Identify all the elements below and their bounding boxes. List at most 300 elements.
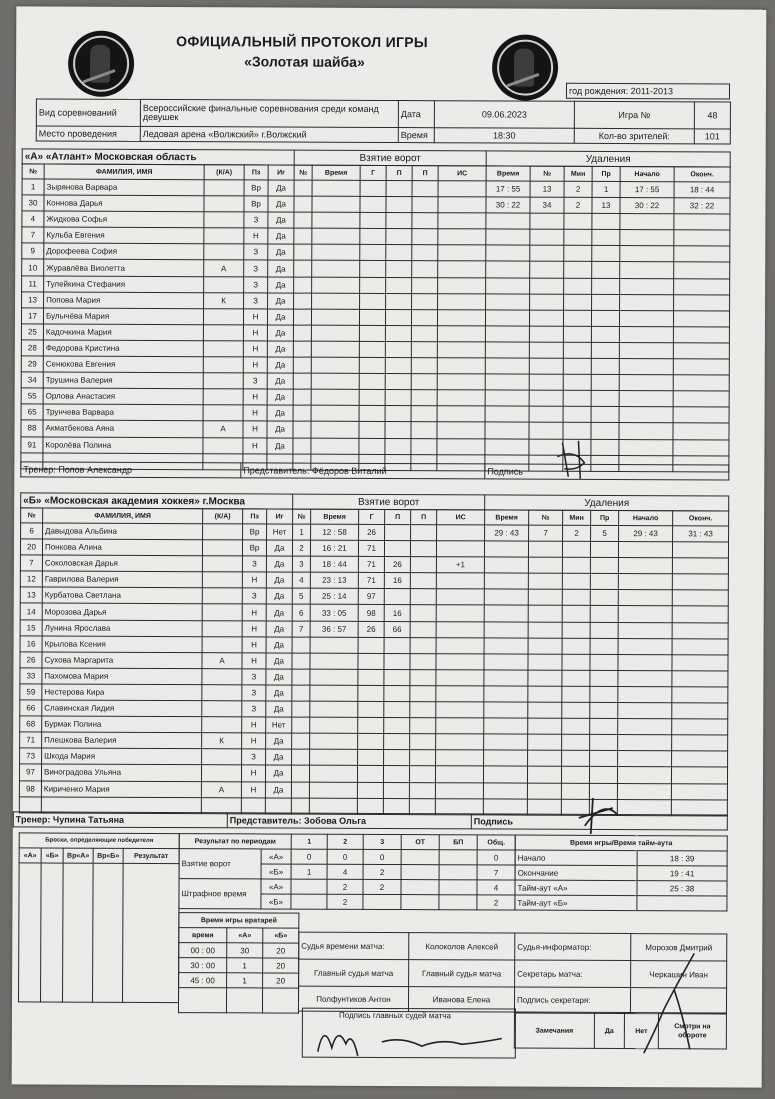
team-a-penalty-end [673,359,729,375]
team-a-col-header: (К/А) [204,165,244,180]
team-b-player-played: Да [265,781,291,797]
team-b-penalty-start [618,542,672,558]
team-a-player-name: Булычёва Мария [43,308,203,325]
team-a-penalty-reason [591,375,619,391]
timeout-a-label: Тайм-аут «А» [515,880,637,896]
team-a-player-position: Н [243,389,267,405]
team-b-penalty-minutes [562,751,590,767]
team-a-goal-time [312,261,360,277]
team-a-goal-assist-1 [385,406,411,422]
team-b-col-header: № [529,510,563,525]
team-b-goal-situation: +1 [436,557,484,573]
team-a-player-position: Н [243,309,267,325]
team-a-goal-assist-2 [412,261,438,277]
team-a-goal-scorer [360,229,386,245]
team-a-goal-assist-1 [386,197,412,213]
team-a-penalty-reason: 1 [592,181,620,197]
remarks-no: Нет [624,1014,658,1049]
team-a-player-played: Да [267,389,293,405]
team-b-player-name: Давыдова Альбина [43,523,203,540]
team-a-player-position: Н [243,405,267,421]
secretary-signature [634,949,704,1059]
team-a-goal-number [294,293,312,309]
team-a-goal-assist-2 [411,438,437,454]
team-b-penalty-minutes [562,590,590,606]
team-b-goal-time [310,685,358,701]
team-a-name: «А» «Атлант» Московская область [22,149,294,165]
team-a-goal-scorer [359,357,385,373]
team-b-goal-assist-1 [384,669,410,685]
team-b-goal-situation [436,573,484,589]
team-b-goal-assist-2 [410,718,436,734]
team-b-col-header: Время [485,510,529,525]
team-a-penalty-start [620,278,674,294]
team-b-coach: Чупина Татьяна [52,814,125,825]
team-a-goal-scorer [359,309,385,325]
team-a-penalty-reason [591,407,619,423]
team-a-penalty-start [619,439,673,455]
team-a-penalty-start: 17 : 55 [620,182,674,198]
team-b-goal-scorer: 98 [358,605,384,621]
team-a-goal-situation [438,181,486,197]
team-a-player-position: З [243,373,267,389]
team-a-goal-time [312,212,360,228]
team-b-player-position: З [242,685,266,701]
team-a-goal-assist-2 [411,342,437,358]
team-b-penalty-player [528,557,562,573]
team-b-player-number: 26 [20,652,42,668]
team-b-player-name: Пахомова Мария [42,668,202,685]
team-a-penalty-minutes [564,230,592,246]
team-a-player-name: Коннова Дарья [44,195,204,212]
protocol-sheet [12,6,767,1087]
team-b-penalty-end [672,751,728,767]
team-a-player-number: 88 [21,420,43,436]
team-b-player-number: 59 [20,684,42,700]
team-a-penalty-end: 32 : 22 [674,198,730,214]
team-a-penalty-end [673,439,729,455]
team-b-penalty-reason [590,654,618,670]
team-b-player-name: Лунина Ярослава [42,620,202,637]
team-a-player-name: Дорофеева София [44,243,204,260]
team-b-penalty-start [618,590,672,606]
team-b-penalty-reason [590,590,618,606]
team-b-penalty-player [528,589,562,605]
team-b-goal-number [291,798,309,814]
team-a-player-number: 34 [21,372,43,388]
team-a-goal-assist-2 [411,309,437,325]
team-a-penalty-minutes [563,310,591,326]
team-b-goal-assist-2 [410,621,436,637]
goals-a-so [439,850,477,865]
game-number-value: 48 [694,102,730,129]
team-a-penalty-start [619,407,673,423]
team-a-player-name: Тулейкина Стефания [44,276,204,293]
team-b-penalty-time [484,718,528,734]
secretary-name: Черкашин Иван [631,961,727,988]
team-b-goal-number [291,782,309,798]
team-b-player-name: Понкова Алина [42,539,202,556]
team-b-col-header: ФАМИЛИЯ, ИМЯ [43,508,203,524]
team-a-penalty-player [529,406,563,422]
team-b-penalty-player [528,702,562,718]
team-b-penalty-minutes [562,638,590,654]
team-b-goal-assist-2 [409,766,435,782]
team-b-penalty-player [528,654,562,670]
game-end-value: 19 : 41 [637,866,727,881]
team-a-goals-title: Взятие ворот [294,150,486,166]
team-a-goal-situation [437,342,485,358]
game-start-value: 18 : 39 [637,851,727,866]
team-a-penalty-player [529,326,563,342]
team-b-penalty-start [618,751,672,767]
team-b-penalty-reason [590,622,618,638]
team-b-goal-assist-2 [410,669,436,685]
shootout-header-b: «Б» [41,848,63,863]
head-ref-2-label: Главный судья матча [409,960,515,987]
team-a-penalty-end [674,230,730,246]
team-b-penalty-player [528,686,562,702]
team-b-goal-assist-1: 16 [384,605,410,621]
team-b-player-played: Да [266,556,292,572]
team-a-penalty-reason [592,262,620,278]
team-a-goal-scorer [360,180,386,196]
team-b-goal-time [310,717,358,733]
team-b-penalty-minutes [562,686,590,702]
team-b-coach-label: Тренер: [15,813,51,825]
team-b-penalty-end [672,654,728,670]
team-a-goal-time [312,293,360,309]
team-b-goal-assist-1 [384,718,410,734]
team-a-goal-situation [437,358,485,374]
team-a-goal-number [293,341,311,357]
team-b-penalty-player [527,799,561,815]
team-a-goal-scorer [359,390,385,406]
team-a-player-captain-mark: А [203,421,243,437]
team-a-goal-time [311,373,359,389]
team-a-penalty-player [530,294,564,310]
team-a-penalty-minutes [564,213,592,229]
team-a-player-position: Н [243,421,267,437]
team-a-penalty-time [486,229,530,245]
goalie-row-a: 1 [227,958,263,973]
tournament-logo-right [492,34,558,100]
team-b-player-name: Морозова Дарья [42,603,202,620]
team-a-table [20,163,730,475]
goalie-time-title: Время игры вратарей [179,913,299,929]
team-a-goal-assist-1 [386,229,412,245]
team-b-player-name: Нестерова Кира [42,684,202,701]
team-a-goal-situation [438,245,486,261]
team-a-penalty-reason [592,278,620,294]
team-b-goal-number: 1 [293,524,311,540]
team-a-penalty-minutes: 2 [564,197,592,213]
team-a-goal-time [312,277,360,293]
team-a-penalty-time: 17 : 55 [486,181,530,197]
team-b-goal-assist-1 [384,750,410,766]
team-a-penalty-time [485,374,529,390]
game-time-title: Время игры/Время тайм-аута [515,835,727,851]
team-b-goal-time: 23 : 13 [310,572,358,588]
team-a-goal-assist-1 [385,438,411,454]
team-b-col-header: № [293,509,311,524]
team-b-goal-number [292,733,310,749]
team-a-goal-number [294,228,312,244]
team-a-goal-time [312,180,360,196]
team-a-player-played: Да [268,260,294,276]
team-b-goal-number: 3 [292,556,310,572]
team-a-player-name: Акматбекова Аяна [43,420,203,437]
team-a-col-header: ИС [438,166,486,181]
team-b-player-number: 33 [20,668,42,684]
team-a-goal-assist-1 [385,358,411,374]
team-b-goal-number: 4 [292,572,310,588]
team-b-penalty-end [672,735,728,751]
pim-a-p2: 2 [327,879,363,894]
team-a-player-name: Сенюкова Евгения [43,356,203,373]
team-a-penalty-start [619,391,673,407]
team-a-player-captain-mark [203,308,243,324]
team-b-goal-assist-2 [411,525,437,541]
pim-b-so [439,895,477,910]
team-b-penalty-time: 29 : 43 [485,525,529,541]
team-b-goal-assist-1 [384,589,410,605]
team-b-goal-situation [436,653,484,669]
team-a-goal-situation [437,326,485,342]
team-a-goal-scorer [360,196,386,212]
team-b-player-played: Да [266,701,292,717]
team-b-penalty-player [528,541,562,557]
team-a-penalty-reason [591,326,619,342]
team-b-player-position: Вр [242,540,266,556]
team-b-player-played: Да [266,588,292,604]
goals-a-p1: 0 [291,849,327,864]
team-b-player-position: Н [242,620,266,636]
team-a-player-captain-mark [203,325,243,341]
team-b-penalty-player [528,606,562,622]
team-b-player-number: 71 [20,732,42,748]
team-b-penalty-reason [589,767,617,783]
team-b-player-played: Да [266,733,292,749]
team-a-player-number: 91 [21,436,43,452]
goals-a-total: 0 [477,850,515,865]
team-a-player-number: 25 [21,324,43,340]
team-b-player-number: 16 [20,636,42,652]
team-b-goal-situation [436,718,484,734]
team-a-player-captain-mark [204,276,244,292]
team-a-player-captain-mark [203,357,243,373]
timeout-b-label: Тайм-аут «Б» [515,895,637,911]
team-a-penalty-player [530,229,564,245]
team-a-goal-assist-2 [411,374,437,390]
team-b-goal-assist-1 [384,702,410,718]
team-b-penalty-reason [590,735,618,751]
team-b-goals-title: Взятие ворот [293,494,485,510]
team-a-penalty-player: 34 [530,197,564,213]
team-a-player-name: Попова Мария [44,292,204,309]
team-a-player-position: Вр [244,196,268,212]
team-b-player-captain-mark [202,636,242,652]
team-a-penalty-minutes [564,294,592,310]
team-b-goal-time [310,701,358,717]
team-b-goal-time [310,749,358,765]
team-a-goal-assist-1 [386,277,412,293]
team-a-goal-number [294,196,312,212]
goals-a-p3: 0 [363,849,401,864]
team-b-goal-time [310,733,358,749]
team-a-col-header: Время [312,165,360,180]
team-a-goal-assist-2 [412,197,438,213]
team-b-goal-assist-2 [410,653,436,669]
team-a-penalty-time [486,213,530,229]
team-b-goal-assist-1 [384,541,410,557]
team-b-goal-scorer [358,637,384,653]
team-b-goal-time: 33 : 05 [310,605,358,621]
team-b-penalty-minutes [562,718,590,734]
team-b-player-played: Да [266,669,292,685]
team-b-goal-situation [436,734,484,750]
team-a-goal-number [294,277,312,293]
team-b-player-position: З [242,588,266,604]
team-a-col-header: № [294,165,312,180]
team-a-coach: Попов Александр [58,464,133,475]
team-a-player-position: Н [243,341,267,357]
team-a-penalty-minutes [564,262,592,278]
team-a-player-number: 1 [22,179,44,195]
informer-name: Морозов Дмитрий [631,934,727,961]
team-b-col-header: Начало [619,511,673,526]
team-b-penalty-start [618,703,672,719]
goals-label: Взятие ворот [179,849,261,879]
team-b-goal-scorer [358,734,384,750]
team-a-goal-time [311,405,359,421]
team-b-goal-situation [436,541,484,557]
team-b-penalty-reason [590,702,618,718]
team-a-penalty-end [674,294,730,310]
team-b-penalty-start [618,622,672,638]
team-a-penalty-minutes [563,342,591,358]
team-b-penalty-end [672,687,728,703]
team-a-goal-number [293,389,311,405]
team-b-goal-assist-2 [410,702,436,718]
team-b-penalty-start [617,783,671,799]
team-a-player-number: 29 [21,356,43,372]
team-b-penalty-reason [590,686,618,702]
team-a-player-captain-mark [204,212,244,228]
team-b-goal-assist-2 [410,605,436,621]
game-time-table [514,835,727,912]
team-b-player-number: 73 [20,748,42,764]
team-b-penalty-player [528,734,562,750]
period-1-header: 1 [291,834,327,849]
team-b-penalty-start [618,670,672,686]
team-b-player-number: 14 [20,603,42,619]
shootout-header-time-b: Вр«Б» [93,848,123,863]
team-a-goal-assist-2 [411,390,437,406]
time-label: Время [398,128,434,143]
team-a-penalty-end [673,343,729,359]
team-a-col-header: Мин [564,166,592,181]
team-a-player-played: Да [268,180,294,196]
periods-title: Результат по периодам [179,834,291,849]
team-a-goal-scorer [359,438,385,454]
team-b-goal-time: 36 : 57 [310,621,358,637]
team-b-goal-situation [436,637,484,653]
pim-a-so [439,880,477,895]
team-b-penalty-start [618,574,672,590]
team-b-goal-assist-2 [410,573,436,589]
team-a-penalty-time [486,261,530,277]
team-a-player-played: Да [268,293,294,309]
team-b-goal-scorer [358,717,384,733]
see-back-label: Смотри на обороте [658,1014,726,1049]
team-a-penalty-reason [592,246,620,262]
team-b-player-name: Славинская Лидия [42,700,202,717]
team-b-player-played [265,798,291,814]
pim-a-p3: 2 [363,879,401,894]
team-b-penalty-end [671,767,727,783]
team-a-penalty-end [673,407,729,423]
total-header: Общ. [477,835,515,850]
spectators-value: 101 [694,129,730,144]
team-b-player-captain-mark [202,620,242,636]
team-b-penalty-time [484,702,528,718]
team-a-player-played: Да [267,373,293,389]
team-b-goal-assist-1 [384,685,410,701]
spectators-label: Кол-во зрителей: [574,128,694,144]
team-b-player-captain-mark [201,765,241,781]
team-b-col-header: Пр [591,510,619,525]
team-b-player-number: 97 [19,764,41,780]
team-b-table [19,507,729,816]
team-b-penalty-player [527,783,561,799]
team-a-player-played: Да [267,421,293,437]
pim-b-total: 2 [477,895,515,910]
team-a-player-name: Орлова Анастасия [43,388,203,405]
team-a-player-position: Н [243,325,267,341]
head-refs-sign-label: Подпись главных судей матча [338,1010,451,1021]
team-a-player-name: Жидкова Софья [44,211,204,228]
team-b-player-position: Н [242,637,266,653]
document-title: ОФИЦИАЛЬНЫЙ ПРОТОКОЛ ИГРЫ [176,33,428,51]
team-b-player-position: Н [242,572,266,588]
team-b-col-header: (К/А) [203,509,243,524]
team-b-player-captain-mark [202,749,242,765]
team-b-penalty-time [483,799,527,815]
team-a-rep-label: Представитель: [243,464,310,476]
team-b-penalty-end [672,574,728,590]
team-a-rep: Фёдоров Виталий [311,465,387,476]
goals-b-p1: 1 [291,864,327,879]
team-b-goal-time [310,653,358,669]
team-b-goal-time: 12 : 58 [311,524,359,540]
goals-b-so [439,865,477,880]
team-a-penalty-start [619,423,673,439]
team-b-penalty-player: 7 [529,525,563,541]
team-b-penalty-time [484,541,528,557]
goalie-row-time: 45 : 00 [179,973,227,988]
team-a-penalty-reason: 13 [592,197,620,213]
team-b-player-played: Нет [266,717,292,733]
team-a-goal-time [312,245,360,261]
team-a-player-name: Федорова Кристина [43,340,203,357]
team-b-penalty-time [484,638,528,654]
team-b-goal-assist-2 [410,637,436,653]
team-a-goal-scorer [359,341,385,357]
team-b-player-name: Крылова Ксения [42,636,202,653]
team-a-penalty-time [485,438,529,454]
team-a-player-position: З [244,260,268,276]
